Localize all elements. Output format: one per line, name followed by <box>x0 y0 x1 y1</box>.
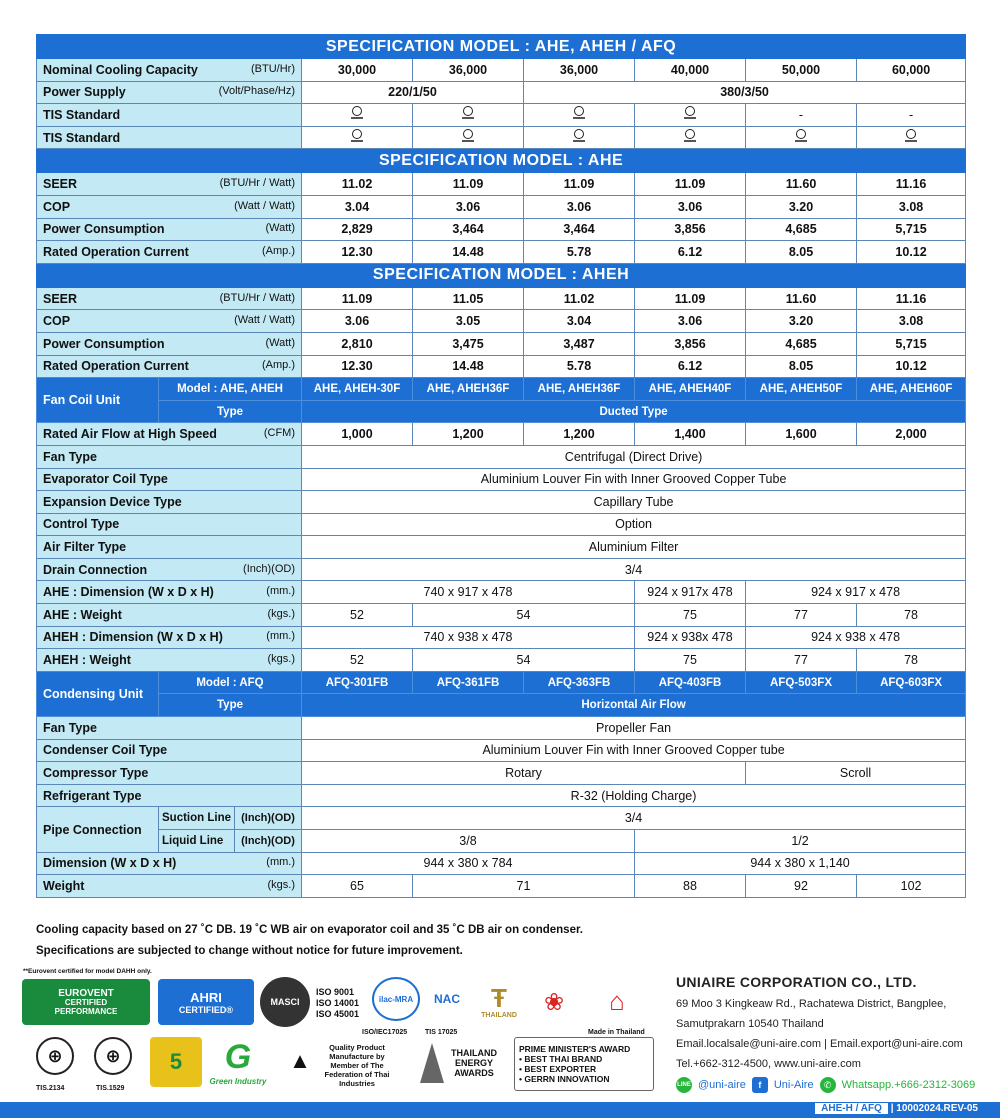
tis-mark-icon <box>795 129 807 143</box>
tis1529-caption: TIS.1529 <box>96 1085 125 1092</box>
row-condensing-type: Type Horizontal Air Flow <box>37 694 966 717</box>
tis-mark-icon <box>684 106 696 120</box>
row-cu-dimension: Dimension (W x D x H) (mm.) 944 x 380 x 784 944 x 380 x 1,140 <box>37 852 966 875</box>
prime-minister-award: PRIME MINISTER'S AWARD • BEST THAI BRAND • BEST EXPORTER • GERRN INNOVATION <box>514 1037 654 1091</box>
section-header-main: SPECIFICATION MODEL : AHE, AHEH / AFQ <box>37 35 966 59</box>
whatsapp-link[interactable]: Whatsapp.+666-2312-3069 <box>841 1079 976 1091</box>
row-aheh-seer: SEER (BTU/Hr / Watt) 11.09 11.05 11.02 11.09 11.60 11.16 <box>37 287 966 310</box>
section-header-ahe: SPECIFICATION MODEL : AHE <box>37 149 966 173</box>
notes <box>36 920 583 962</box>
row-ahe-current: Rated Operation Current (Amp.) 12.30 14.48 5.78 6.12 8.05 10.12 <box>37 241 966 264</box>
tis-award-icon: ❀ <box>543 988 565 1016</box>
tis-mark-icon <box>905 129 917 143</box>
spec-table <box>36 34 966 898</box>
row-aheh-cop: COP (Watt / Watt) 3.06 3.05 3.04 3.06 3.20 3.08 <box>37 310 966 333</box>
row-cu-compressor: Compressor Type Rotary Scroll <box>37 762 966 785</box>
energy-label-5-icon: 5 <box>150 1037 202 1087</box>
tis-mark-icon <box>684 129 696 143</box>
row-fan-type: Fan Type Centrifugal (Direct Drive) <box>37 445 966 468</box>
note-specs-change: Specifications are subjected to change without notice for future improvement. <box>36 945 463 957</box>
tis1529-mark-icon: ⊕ <box>94 1037 132 1075</box>
row-cu-weight: Weight (kgs.) 65 71 88 92 102 <box>37 875 966 898</box>
facebook-icon: f <box>752 1077 768 1093</box>
row-fancoil-type: Type Ducted Type <box>37 400 966 423</box>
iso-list: ISO 9001 ISO 14001 ISO 45001 <box>316 986 360 1019</box>
ahri-logo: AHRI CERTIFIED® <box>158 979 254 1025</box>
tis2134-mark-icon: ⊕ <box>36 1037 74 1075</box>
row-ahe-dimension: AHE : Dimension (W x D x H) (mm.) 740 x 917 x 478 924 x 917x 478 924 x 917 x 478 <box>37 581 966 604</box>
fti-logo-icon: ▲ <box>289 1048 311 1073</box>
row-pipe-suction: Pipe Connection Suction Line (Inch)(OD) 3/4 <box>37 807 966 830</box>
tis-mark-icon <box>462 129 474 143</box>
row-ahe-power: Power Consumption (Watt) 2,829 3,464 3,464 3,856 4,685 5,715 <box>37 218 966 241</box>
row-cu-coil: Condenser Coil Type Aluminium Louver Fin with Inner Grooved Copper tube <box>37 739 966 762</box>
made-in-thailand-icon: ⌂ <box>609 985 625 1016</box>
row-condensing-model: Condensing Unit Model : AFQ AFQ-301FB AFQ-361FB AFQ-363FB AFQ-403FB AFQ-503FX AFQ-603FX <box>37 671 966 694</box>
row-power-supply: Power Supply (Volt/Phase/Hz) 220/1/50 380/3/50 <box>37 81 966 104</box>
certification-logos <box>22 977 662 1097</box>
company-emails[interactable]: Email.localsale@uni-aire.com | Email.export@uni-aire.com <box>676 1038 963 1050</box>
footer-text <box>815 1103 978 1114</box>
company-name: UNIAIRE CORPORATION CO., LTD. <box>676 974 917 990</box>
tis17025-caption: TIS 17025 <box>425 1029 458 1036</box>
row-aheh-current: Rated Operation Current (Amp.) 12.30 14.48 5.78 6.12 8.05 10.12 <box>37 355 966 378</box>
facebook-link[interactable]: Uni-Aire <box>773 1079 814 1091</box>
footer-model: AHE-H / AFQ <box>815 1103 888 1114</box>
row-ahe-weight: AHE : Weight (kgs.) 52 54 75 77 78 <box>37 604 966 627</box>
nac-logo: NAC <box>434 992 460 1006</box>
green-industry-logo: G Green Industry <box>209 1038 267 1086</box>
row-cooling: Nominal Cooling Capacity (BTU/Hr) 30,000 36,000 36,000 40,000 50,000 60,000 <box>37 59 966 82</box>
thailand-quality-logo: Ŧ THAILAND <box>481 982 517 1019</box>
iso17025-caption: ISO/IEC17025 <box>362 1029 408 1036</box>
row-pipe-liquid: Liquid Line (Inch)(OD) 3/8 1/2 <box>37 830 966 853</box>
company-address-2: Samutprakarn 10540 Thailand <box>676 1018 824 1030</box>
row-ahe-cop: COP (Watt / Watt) 3.04 3.06 3.06 3.06 3.20 3.08 <box>37 195 966 218</box>
masci-logo: MASCI <box>260 977 310 1027</box>
tis-mark-icon <box>351 106 363 120</box>
ilac-mra-logo: ilac-MRA <box>372 977 420 1021</box>
tis-mark-icon <box>573 106 585 120</box>
row-airflow: Rated Air Flow at High Speed (CFM) 1,000 1,200 1,200 1,400 1,600 2,000 <box>37 423 966 446</box>
row-fancoil-model: Fan Coil Unit Model : AHE, AHEH AHE, AHEH-30F AHE, AHEH36F AHE, AHEH36F AHE, AHEH40F AHE, AHEH50F AHE, AHEH60F <box>37 378 966 401</box>
row-cu-refrigerant: Refrigerant Type R-32 (Holding Charge) <box>37 784 966 807</box>
row-tis-1: TIS Standard - - <box>37 104 966 127</box>
thailand-energy-awards: THAILAND ENERGY AWARDS <box>420 1037 500 1089</box>
eurovent-logo: EUROVENT CERTIFIED PERFORMANCE <box>22 979 150 1025</box>
tis2134-caption: TIS.2134 <box>36 1085 65 1092</box>
row-aheh-weight: AHEH : Weight (kgs.) 52 54 75 77 78 <box>37 649 966 672</box>
whatsapp-icon: ✆ <box>820 1077 836 1093</box>
line-icon: LINE <box>676 1077 692 1093</box>
line-link[interactable]: @uni-aire <box>698 1079 746 1091</box>
row-aheh-power: Power Consumption (Watt) 2,810 3,475 3,487 3,856 4,685 5,715 <box>37 332 966 355</box>
row-expansion: Expansion Device Type Capillary Tube <box>37 491 966 514</box>
row-ahe-seer: SEER (BTU/Hr / Watt) 11.02 11.09 11.09 11.09 11.60 11.16 <box>37 173 966 196</box>
row-aheh-dimension: AHEH : Dimension (W x D x H) (mm.) 740 x 938 x 478 924 x 938x 478 924 x 938 x 478 <box>37 626 966 649</box>
row-control: Control Type Option <box>37 513 966 536</box>
fti-text: Quality Product Manufacture by Member of The Federation of Thai Industries <box>324 1042 390 1088</box>
company-info <box>676 972 975 1095</box>
company-address-1: 69 Moo 3 Kingkeaw Rd., Rachatewa District, Bangplee, <box>676 998 947 1010</box>
row-filter: Air Filter Type Aluminium Filter <box>37 536 966 559</box>
section-header-aheh: SPECIFICATION MODEL : AHEH <box>37 263 966 287</box>
tis-mark-icon <box>462 106 474 120</box>
trophy-icon <box>420 1043 444 1083</box>
row-cu-fan: Fan Type Propeller Fan <box>37 717 966 740</box>
row-evap: Evaporator Coil Type Aluminium Louver Fin with Inner Grooved Copper Tube <box>37 468 966 491</box>
footer-rev: | 10002024.REV-05 <box>890 1103 978 1114</box>
row-drain: Drain Connection (Inch)(OD) 3/4 <box>37 558 966 581</box>
made-in-thailand-caption: Made in Thailand <box>588 1029 645 1036</box>
tis-mark-icon <box>573 129 585 143</box>
tis-mark-icon <box>351 129 363 143</box>
company-tel[interactable]: Tel.+662-312-4500, www.uni-aire.com <box>676 1058 861 1070</box>
social-links <box>676 1075 975 1095</box>
note-cooling-basis: Cooling capacity based on 27 ˚C DB. 19 ˚C WB air on evaporator coil and 35 ˚C DB air on condenser. <box>36 924 584 936</box>
row-tis-2: TIS Standard <box>37 126 966 149</box>
eurovent-footnote: **Eurovent certified for model DAHH only. <box>23 968 152 975</box>
